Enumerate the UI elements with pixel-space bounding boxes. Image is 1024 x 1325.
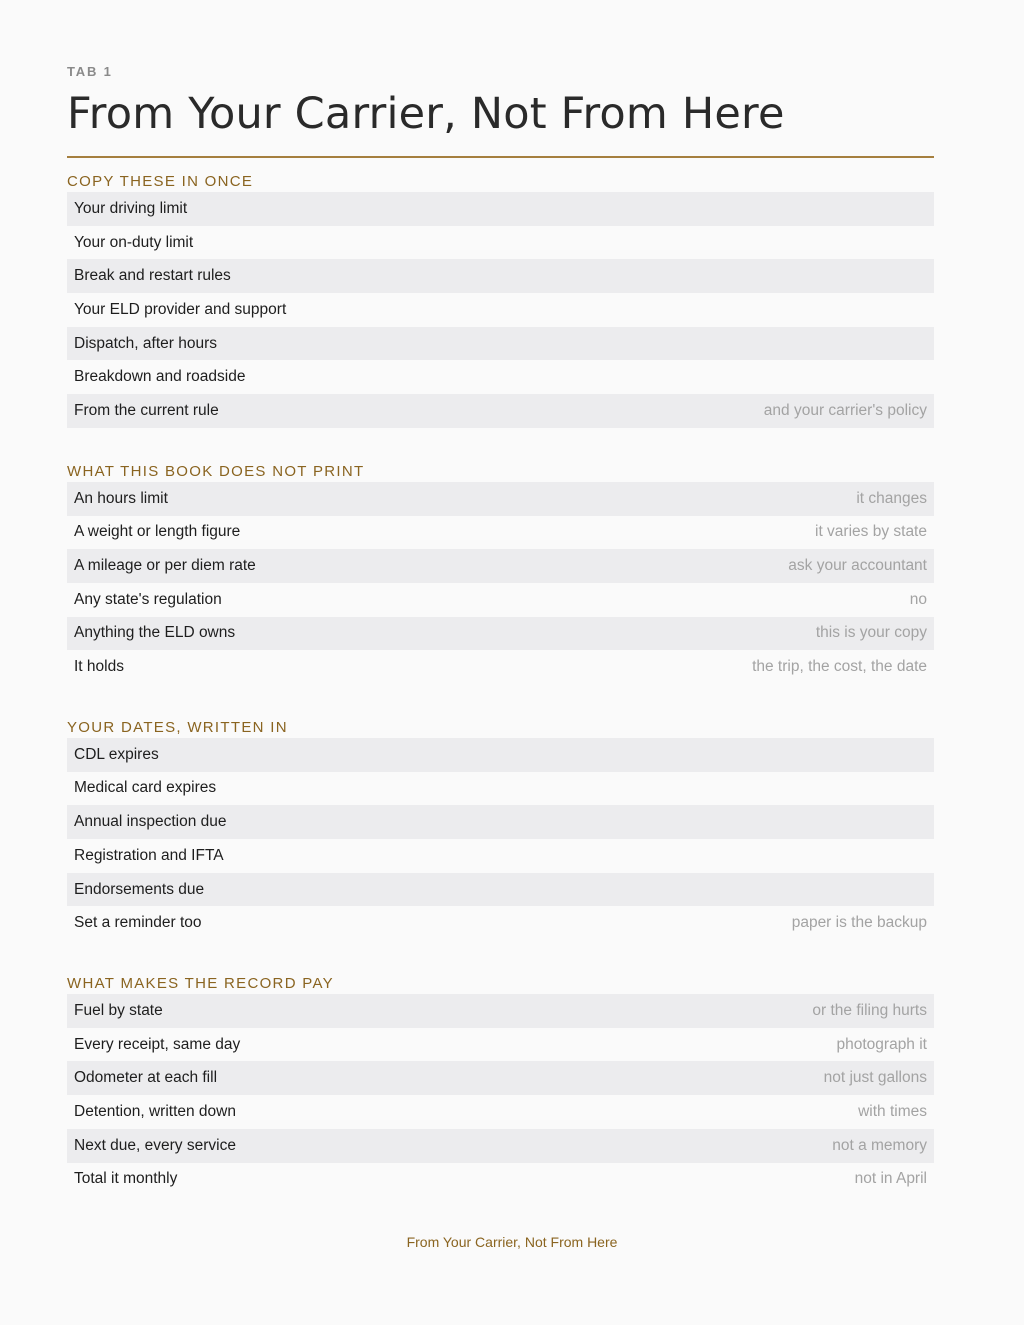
row-label: Medical card expires <box>74 779 217 797</box>
row-label: Break and restart rules <box>74 267 231 285</box>
list-item <box>67 994 934 1028</box>
row-label: Total it monthly <box>74 1170 178 1188</box>
row-note: no <box>909 590 927 608</box>
list-item <box>67 1129 934 1163</box>
section-heading: WHAT MAKES THE RECORD PAY <box>67 975 334 993</box>
row-label: CDL expires <box>74 745 159 763</box>
section-your-dates <box>67 718 934 940</box>
list-item <box>67 1028 934 1062</box>
row-label: Endorsements due <box>74 880 205 898</box>
row-label: Odometer at each fill <box>74 1069 218 1087</box>
list-item <box>67 360 934 394</box>
page-title: From Your Carrier, Not From Here <box>67 89 785 139</box>
row-label: Next due, every service <box>74 1136 236 1154</box>
row-label: It holds <box>74 658 124 676</box>
list-item <box>67 873 934 907</box>
row-label: From the current rule <box>74 401 219 419</box>
section-does-not-print <box>67 462 934 684</box>
list-item <box>67 650 934 684</box>
list-item <box>67 293 934 327</box>
list-item <box>67 1163 934 1197</box>
section-rows <box>67 482 934 684</box>
section-record-pay <box>67 974 934 1196</box>
list-item <box>67 226 934 260</box>
row-note: with times <box>858 1102 927 1120</box>
title-divider <box>67 156 934 158</box>
list-item <box>67 516 934 550</box>
row-label: Annual inspection due <box>74 813 227 831</box>
row-label: An hours limit <box>74 489 168 507</box>
list-item <box>67 1061 934 1095</box>
list-item <box>67 839 934 873</box>
row-label: A weight or length figure <box>74 523 241 541</box>
list-item <box>67 617 934 651</box>
list-item <box>67 805 934 839</box>
row-note: or the filing hurts <box>812 1001 927 1019</box>
row-note: ask your accountant <box>788 557 927 575</box>
row-label: Dispatch, after hours <box>74 334 218 352</box>
row-note: photograph it <box>836 1035 927 1053</box>
row-label: Your on-duty limit <box>74 233 194 251</box>
section-rows <box>67 994 934 1196</box>
row-note: not just gallons <box>823 1069 927 1087</box>
row-note: it changes <box>856 489 927 507</box>
section-heading: COPY THESE IN ONCE <box>67 173 254 190</box>
section-copy-these <box>67 172 934 428</box>
row-label: Any state's regulation <box>74 590 222 608</box>
row-label: Your ELD provider and support <box>74 300 287 318</box>
row-label: Anything the ELD owns <box>74 624 236 642</box>
list-item <box>67 906 934 940</box>
row-note: it varies by state <box>815 523 927 541</box>
row-note: the trip, the cost, the date <box>752 658 927 676</box>
page-footer: From Your Carrier, Not From Here <box>406 1234 618 1250</box>
row-label: Set a reminder too <box>74 914 202 932</box>
list-item <box>67 772 934 806</box>
row-label: Detention, written down <box>74 1102 236 1120</box>
row-note: not in April <box>854 1170 927 1188</box>
page <box>67 62 934 1196</box>
list-item <box>67 192 934 226</box>
tab-eyebrow: TAB 1 <box>67 64 113 79</box>
section-rows <box>67 192 934 428</box>
section-heading: YOUR DATES, WRITTEN IN <box>67 718 288 736</box>
row-label: Fuel by state <box>74 1001 163 1019</box>
section-rows <box>67 738 934 940</box>
row-note: not a memory <box>832 1136 927 1154</box>
list-item <box>67 259 934 293</box>
row-note: this is your copy <box>815 624 927 642</box>
list-item <box>67 482 934 516</box>
row-label: Every receipt, same day <box>74 1035 241 1053</box>
list-item <box>67 549 934 583</box>
list-item <box>67 1095 934 1129</box>
list-item <box>67 583 934 617</box>
list-item <box>67 327 934 361</box>
list-item <box>67 738 934 772</box>
row-label: Your driving limit <box>74 199 188 217</box>
row-note: and your carrier's policy <box>763 401 927 419</box>
row-label: A mileage or per diem rate <box>74 557 256 575</box>
row-label: Breakdown and roadside <box>74 368 246 386</box>
list-item <box>67 394 934 428</box>
row-label: Registration and IFTA <box>74 846 224 864</box>
section-heading: WHAT THIS BOOK DOES NOT PRINT <box>67 462 365 480</box>
row-note: paper is the backup <box>791 914 927 932</box>
